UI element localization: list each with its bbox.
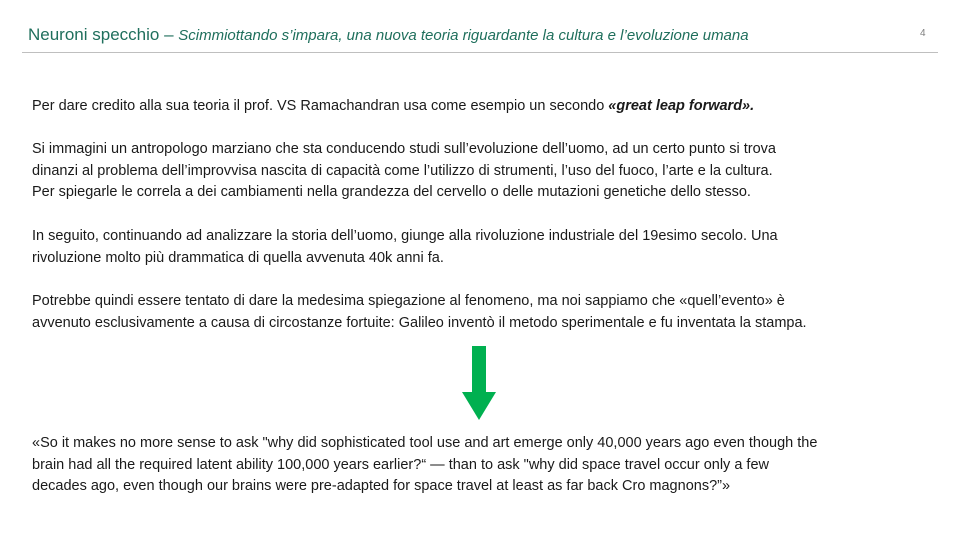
text-line: dinanzi al problema dell’improvvisa nascita di capacità come l’utilizzo di strumenti, l’uso del fuoco, l’arte e la cultura. — [32, 162, 773, 179]
paragraph-quote — [32, 433, 927, 498]
title-main: Neuroni specchio – — [28, 25, 179, 44]
text-line: avvenuto esclusivamente a causa di circostanze fortuite: Galileo inventò il metodo sperimentale e fu inventata la stampa. — [32, 314, 807, 331]
paragraph-industrial — [32, 226, 927, 269]
paragraph-martian — [32, 139, 927, 204]
paragraph-intro — [32, 96, 927, 118]
intro-text: Per dare credito alla sua teoria il prof. VS Ramachandran usa come esempio un secondo — [32, 98, 609, 114]
paragraph-galileo — [32, 291, 927, 334]
down-arrow-icon — [462, 346, 496, 420]
intro-emphasis: «great leap forward». — [608, 98, 755, 114]
slide-title — [28, 24, 908, 47]
header-divider — [22, 52, 938, 53]
text-line: «So it makes no more sense to ask "why did sophisticated tool use and art emerge only 40,000 years ago even though the — [32, 435, 818, 451]
text-line: Per spiegarle le correla a dei cambiamenti nella grandezza del cervello o delle mutazioni genetiche dello stesso. — [32, 184, 751, 200]
text-line: In seguito, continuando ad analizzare la storia dell’uomo, giunge alla rivoluzione industriale del 19esimo secolo. Una — [32, 228, 778, 244]
text-line: Potrebbe quindi essere tentato di dare la medesima spiegazione al fenomeno, ma noi sappiamo che «quell’evento» è — [32, 293, 785, 309]
text-line: brain had all the required latent ability 100,000 years earlier?“ — than to ask "why did space travel occur only a few — [32, 456, 769, 473]
title-subtitle: Scimmiottando s’impara, una nuova teoria riguardante la cultura e l’evoluzione umana — [178, 27, 749, 44]
page-number: 4 — [920, 28, 926, 39]
text-line: Si immagini un antropologo marziano che sta conducendo studi sull’evoluzione dell’uomo, ad un certo punto si trova — [32, 141, 776, 157]
text-line: decades ago, even though our brains were pre-adapted for space travel at least as far back Cro magnons?”» — [32, 478, 731, 494]
text-line: rivoluzione molto più drammatica di quella avvenuta 40k anni fa. — [32, 249, 444, 266]
